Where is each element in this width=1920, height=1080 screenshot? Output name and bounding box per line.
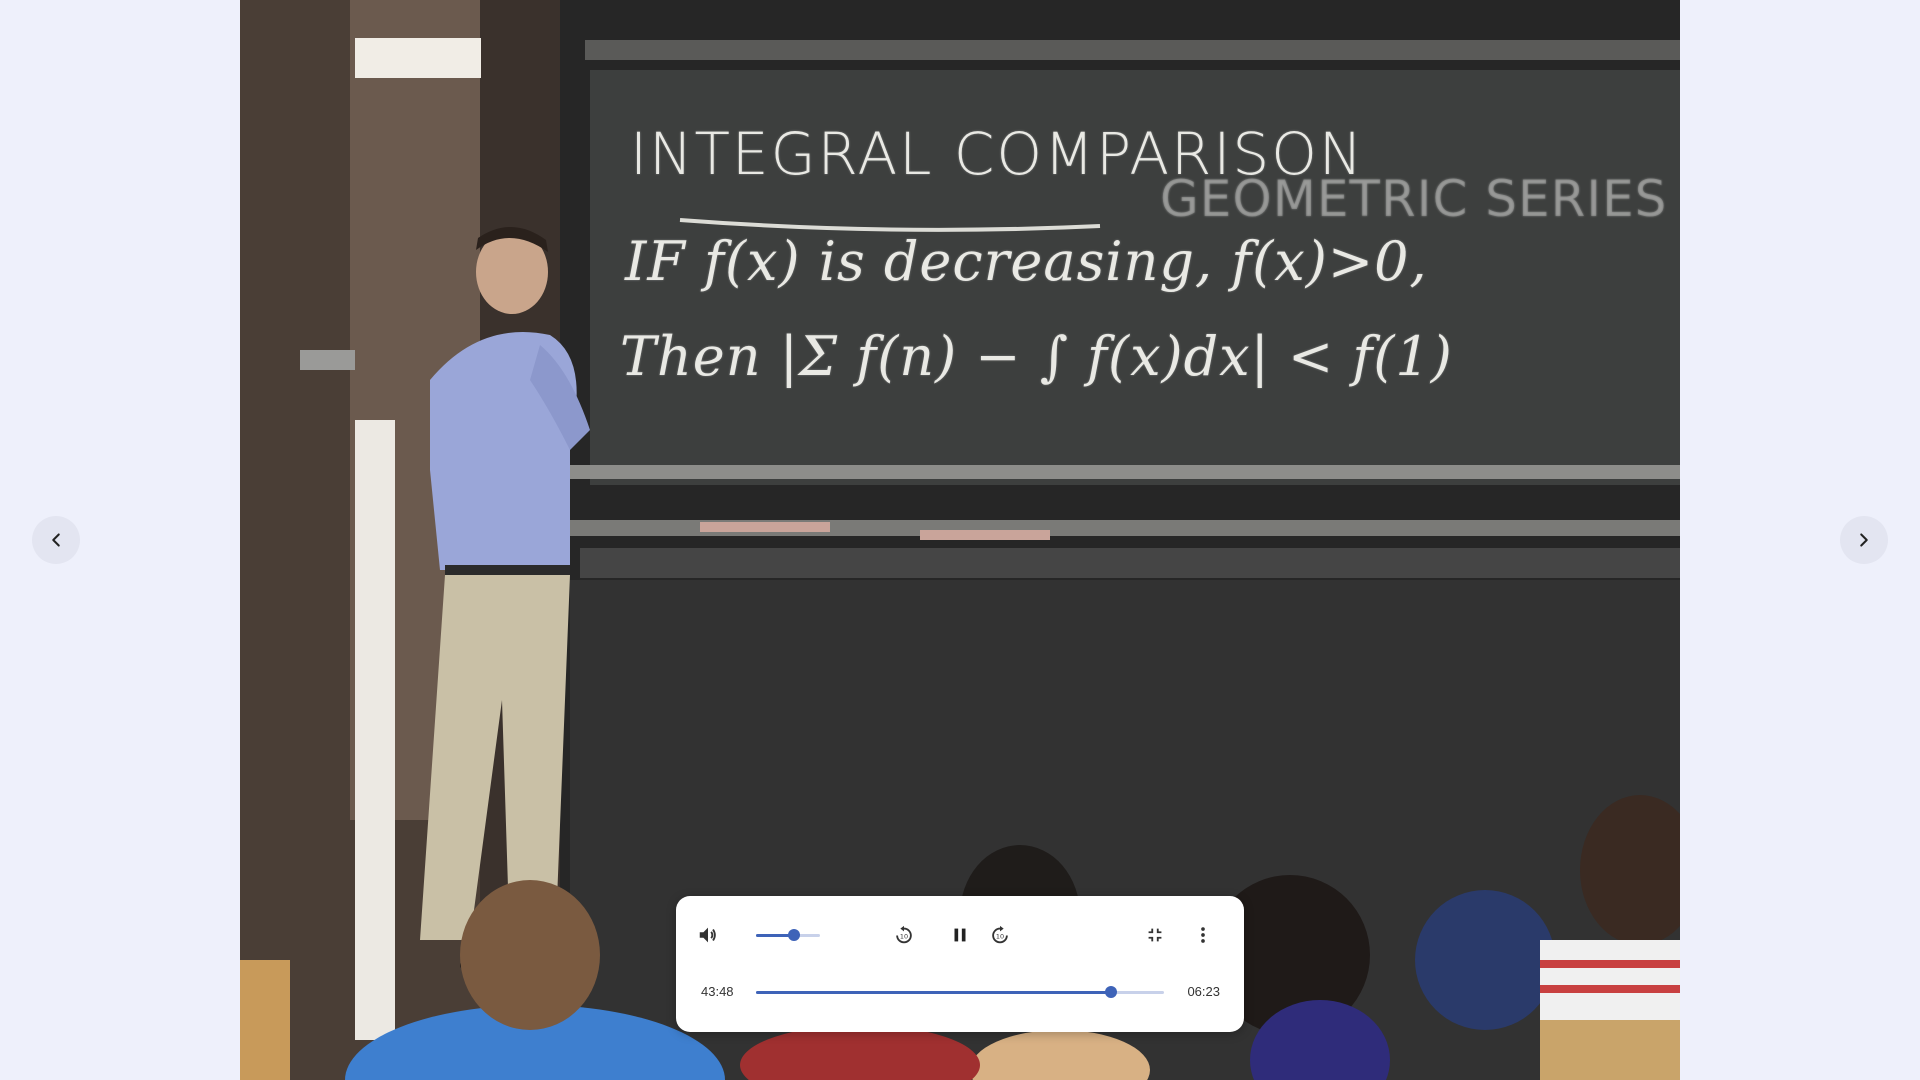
board-faded-title: GEOMETRIC SERIES [1160,170,1668,228]
volume-thumb[interactable] [788,929,800,941]
pause-icon [949,924,971,946]
more-options-button[interactable] [1185,917,1221,953]
board-title: INTEGRAL COMPARISON [630,120,1365,188]
previous-button[interactable] [32,516,80,564]
player-controls [676,896,1244,1032]
replay-10-icon [893,924,915,946]
volume-icon [697,924,719,946]
total-time: 06:23 [1187,984,1220,999]
chevron-left-icon [45,529,67,551]
svg-text:10: 10 [899,932,909,941]
forward-10-button[interactable] [982,917,1018,953]
volume-slider[interactable] [756,934,820,937]
svg-text:10: 10 [995,932,1005,941]
more-vert-icon [1192,924,1214,946]
exit-fullscreen-icon [1144,924,1166,946]
seek-fill [756,991,1111,994]
board-line-1: IF f(x) is decreasing, f(x)>0, [625,230,1428,293]
forward-10-icon [989,924,1011,946]
current-time: 43:48 [701,984,734,999]
rewind-10-button[interactable] [886,917,922,953]
exit-fullscreen-button[interactable] [1137,917,1173,953]
next-button[interactable] [1840,516,1888,564]
mute-button[interactable] [690,917,726,953]
pause-button[interactable] [942,917,978,953]
chevron-right-icon [1853,529,1875,551]
seek-bar[interactable] [756,991,1164,994]
board-line-2: Then |Σ f(n) − ∫ f(x)dx| < f(1) [620,325,1453,388]
seek-thumb[interactable] [1105,986,1117,998]
